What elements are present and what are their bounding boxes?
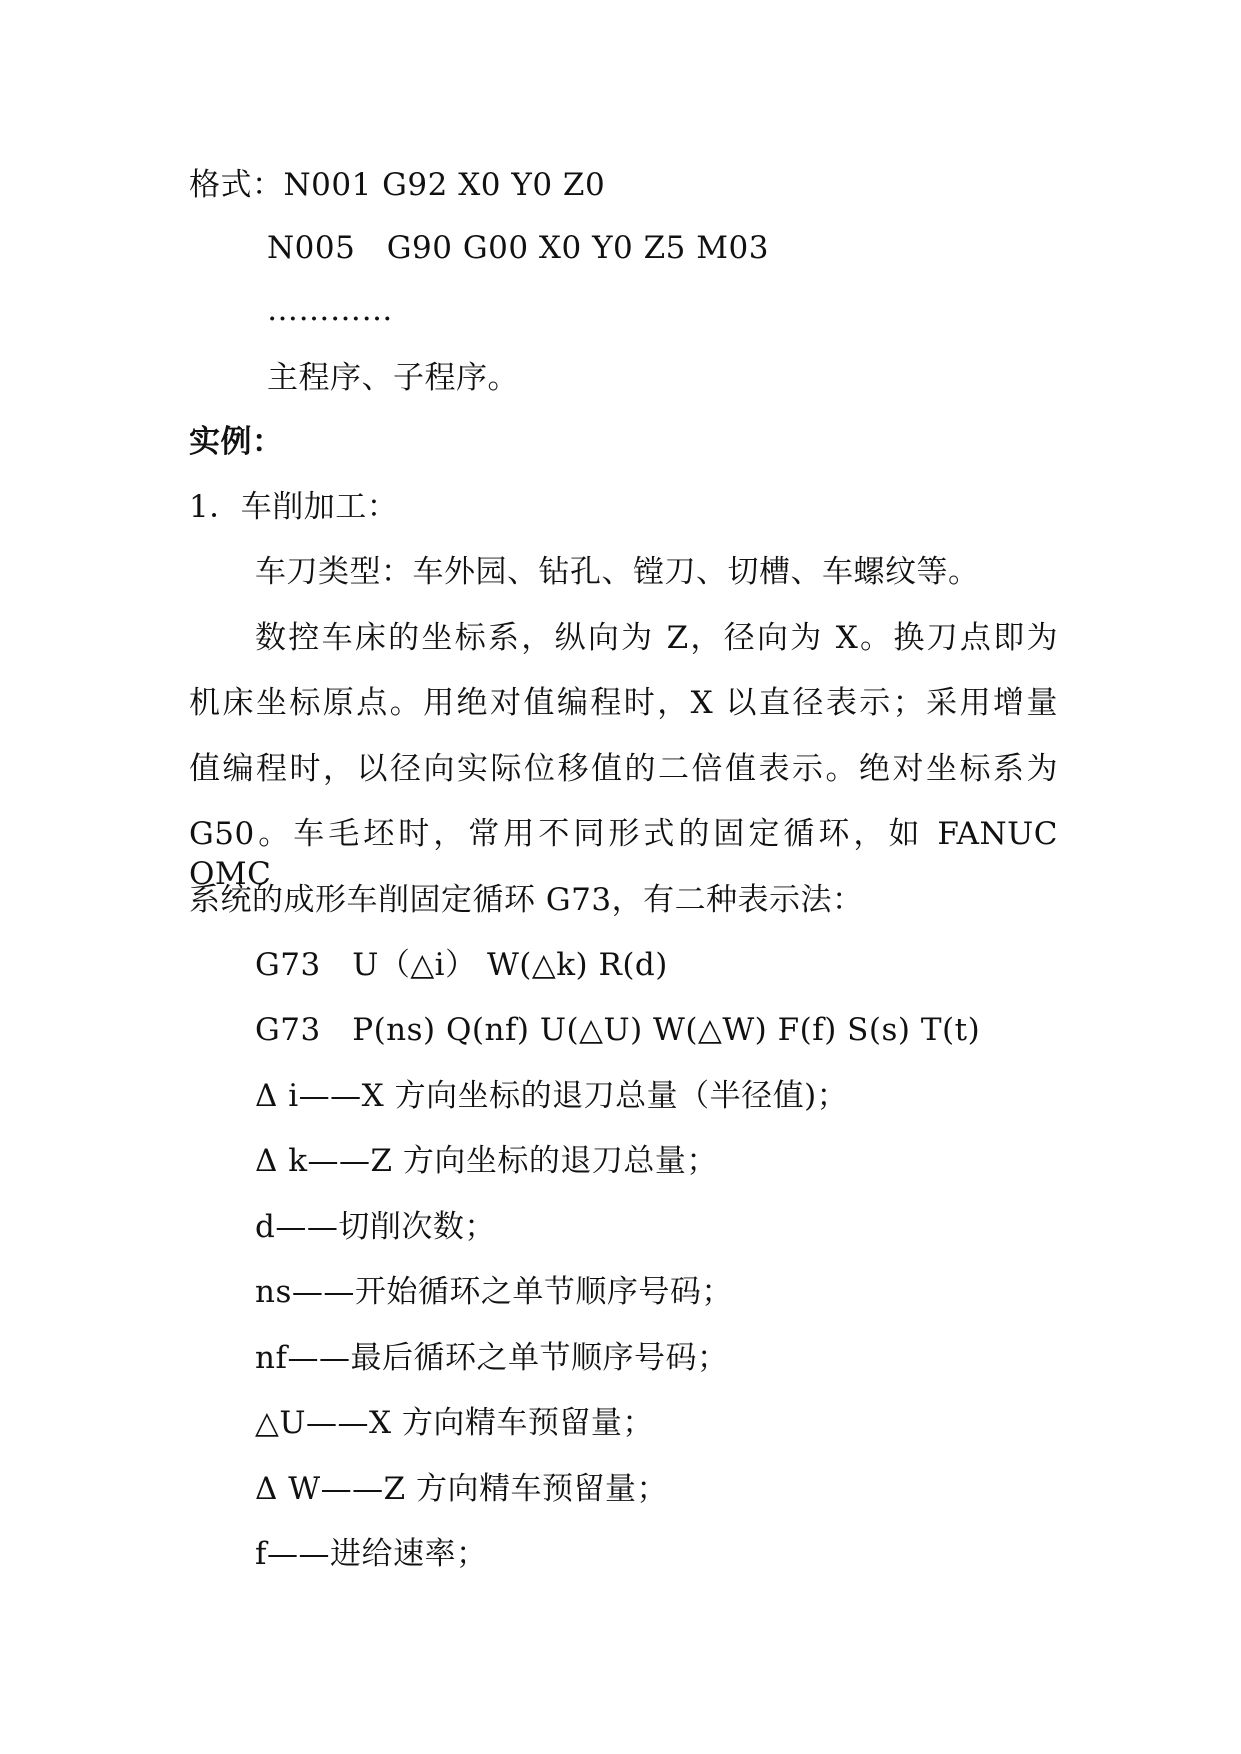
param-delta-w: Δ W——Z 方向精车预留量； [255, 1471, 668, 1507]
example-heading: 实例： [189, 424, 284, 460]
param-delta-u: △U——X 方向精车预留量； [255, 1405, 654, 1441]
format-line: 格式：N001 G92 X0 Y0 Z0 [189, 167, 606, 203]
program-types-line: 主程序、子程序。 [267, 360, 519, 396]
param-delta-i: Δ i——X 方向坐标的退刀总量（半径值)； [255, 1078, 849, 1114]
paragraph-line-3: 值编程时，以径向实际位移值的二倍值表示。绝对坐标系为 [189, 751, 1058, 787]
param-nf: nf——最后循环之单节顺序号码； [255, 1340, 729, 1376]
paragraph-line-4: G50。车毛坯时，常用不同形式的固定循环，如 FANUC OMC [189, 816, 1058, 892]
param-d: d——切削次数； [255, 1209, 496, 1245]
g73-format-line-1: G73 U（△i） W(△k) R(d) [255, 947, 668, 983]
ellipsis-line: ………… [267, 292, 393, 328]
g73-format-line-2: G73 P(ns) Q(nf) U(△U) W(△W) F(f) S(s) T(t) [255, 1012, 981, 1048]
paragraph-line-5: 系统的成形车削固定循环 G73，有二种表示法： [189, 882, 864, 918]
param-delta-k: Δ k——Z 方向坐标的退刀总量； [255, 1143, 718, 1179]
section-turning-heading: 1．车削加工： [189, 489, 399, 525]
paragraph-line-2: 机床坐标原点。用绝对值编程时，X 以直径表示；采用增量 [189, 685, 1058, 721]
tool-types-line: 车刀类型：车外园、钻孔、镗刀、切槽、车螺纹等。 [255, 554, 980, 590]
param-ns: ns——开始循环之单节顺序号码； [255, 1274, 733, 1310]
code-line-n005: N005 G90 G00 X0 Y0 Z5 M03 [267, 230, 769, 266]
param-f: f——进给速率； [255, 1536, 488, 1572]
paragraph-line-1: 数控车床的坐标系，纵向为 Z，径向为 X。换刀点即为 [255, 620, 1058, 656]
